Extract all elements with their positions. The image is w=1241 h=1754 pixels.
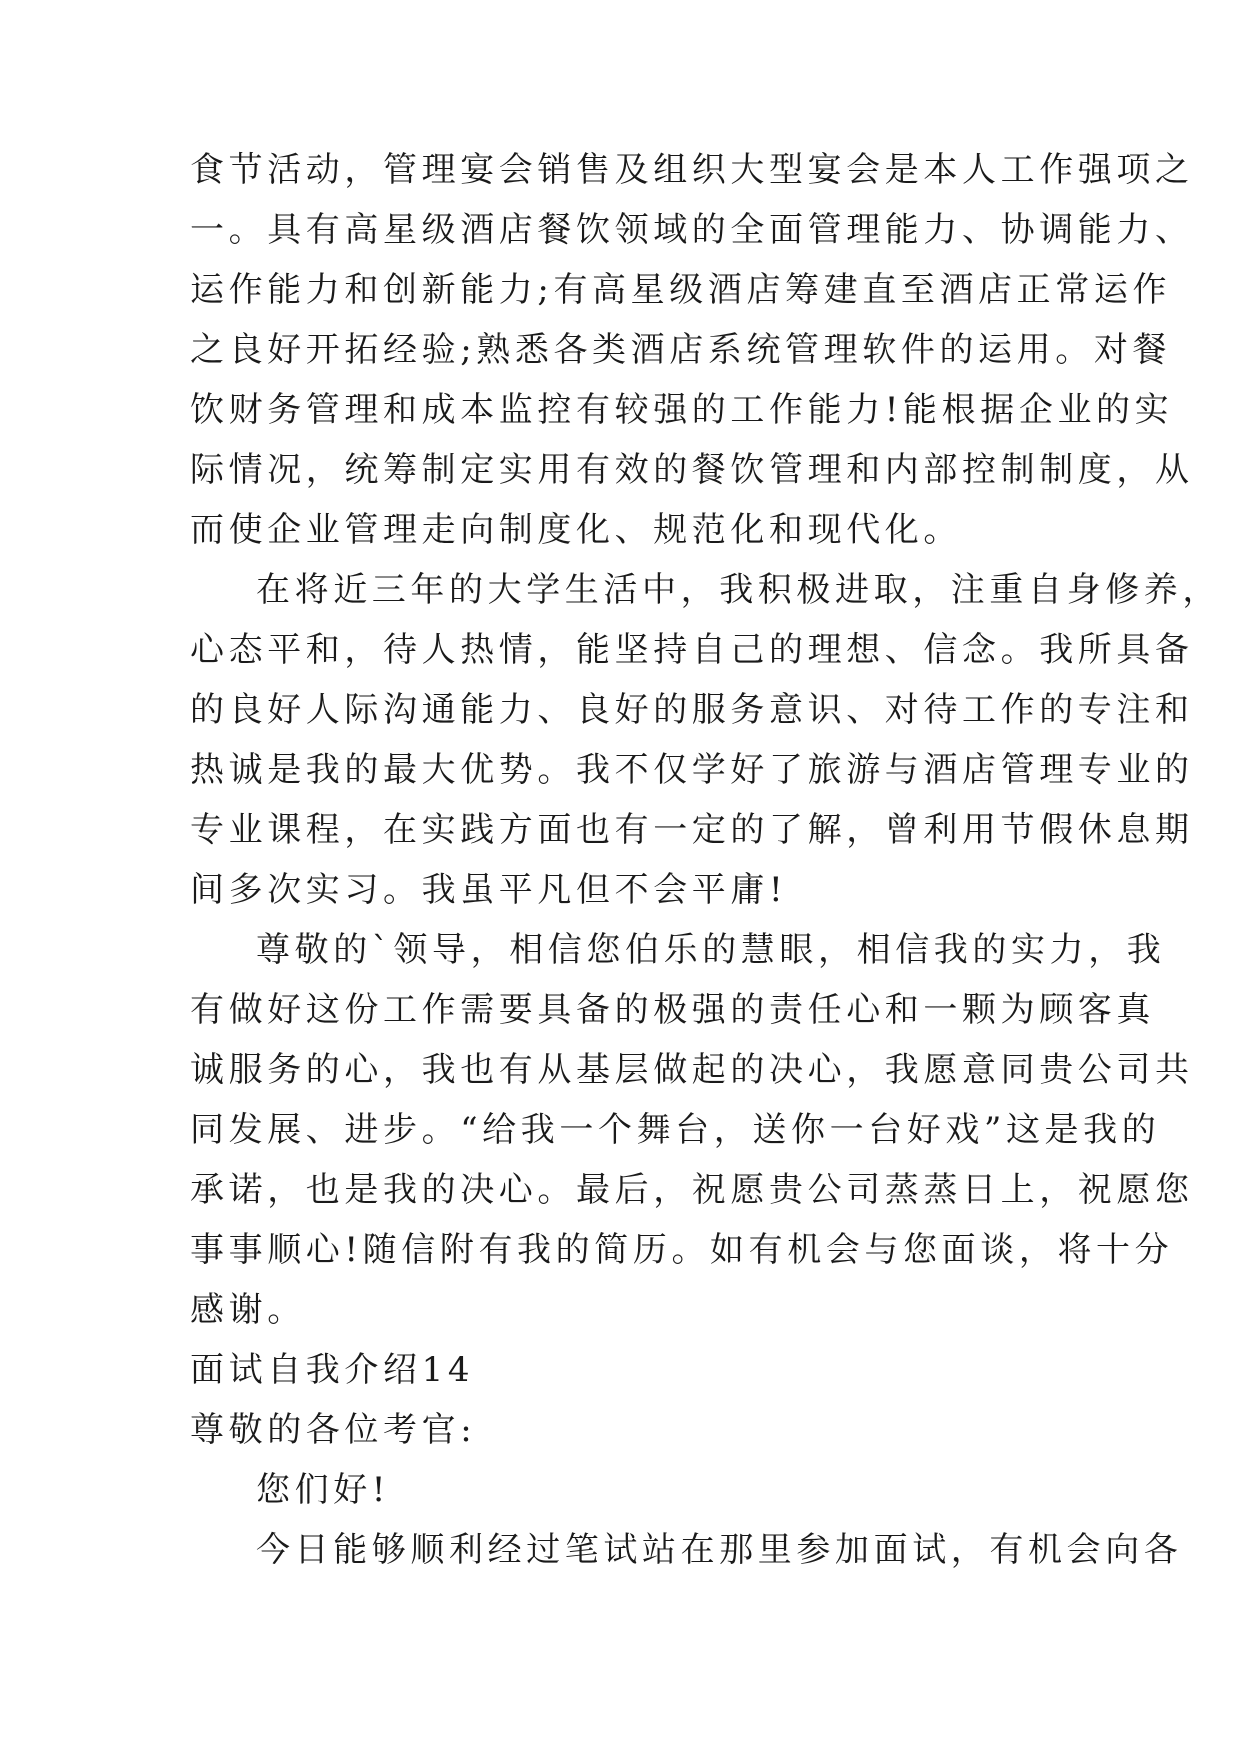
paragraph-line: 运作能力和创新能力;有高星级酒店筹建直至酒店正常运作 xyxy=(190,270,1172,310)
paragraph-line: 一。具有高星级酒店餐饮领域的全面管理能力、协调能力、 xyxy=(190,210,1194,250)
paragraph-line: 际情况，统筹制定实用有效的餐饮管理和内部控制制度，从 xyxy=(190,450,1194,490)
paragraph-line: 热诚是我的最大优势。我不仅学好了旅游与酒店管理专业的 xyxy=(190,750,1194,790)
paragraph-line: 心态平和，待人热情，能坚持自己的理想、信念。我所具备 xyxy=(190,630,1194,670)
paragraph-line: 的良好人际沟通能力、良好的服务意识、对待工作的专注和 xyxy=(190,690,1194,730)
paragraph-line: 感谢。 xyxy=(190,1290,306,1330)
paragraph-line: 承诺，也是我的决心。最后，祝愿贵公司蒸蒸日上，祝愿您 xyxy=(190,1170,1194,1210)
salutation: 尊敬的各位考官: xyxy=(190,1410,477,1450)
paragraph-first-line: 尊敬的`领导，相信您伯乐的慧眼，相信我的实力，我 xyxy=(256,930,1166,970)
paragraph-line: 专业课程，在实践方面也有一定的了解，曾利用节假休息期 xyxy=(190,810,1194,850)
greeting: 您们好! xyxy=(256,1470,391,1510)
paragraph-line: 间多次实习。我虽平凡但不会平庸! xyxy=(190,870,788,910)
paragraph-first-line: 在将近三年的大学生活中，我积极进取，注重自身修养， xyxy=(256,570,1221,610)
paragraph-line: 饮财务管理和成本监控有较强的工作能力!能根据企业的实 xyxy=(190,390,1174,430)
paragraph-line: 事事顺心!随信附有我的简历。如有机会与您面谈，将十分 xyxy=(190,1230,1174,1270)
paragraph-line: 有做好这份工作需要具备的极强的责任心和一颗为顾客真 xyxy=(190,990,1155,1030)
paragraph-line: 同发展、进步。“给我一个舞台，送你一台好戏”这是我的 xyxy=(190,1110,1161,1150)
paragraph-first-line: 今日能够顺利经过笔试站在那里参加面试，有机会向各 xyxy=(256,1530,1183,1570)
paragraph-line: 诚服务的心，我也有从基层做起的决心，我愿意同贵公司共 xyxy=(190,1050,1194,1090)
paragraph-line: 而使企业管理走向制度化、规范化和现代化。 xyxy=(190,510,962,550)
paragraph-line: 食节活动，管理宴会销售及组织大型宴会是本人工作强项之 xyxy=(190,150,1194,190)
paragraph-line: 之良好开拓经验;熟悉各类酒店系统管理软件的运用。对餐 xyxy=(190,330,1172,370)
section-heading: 面试自我介绍14 xyxy=(190,1350,475,1390)
